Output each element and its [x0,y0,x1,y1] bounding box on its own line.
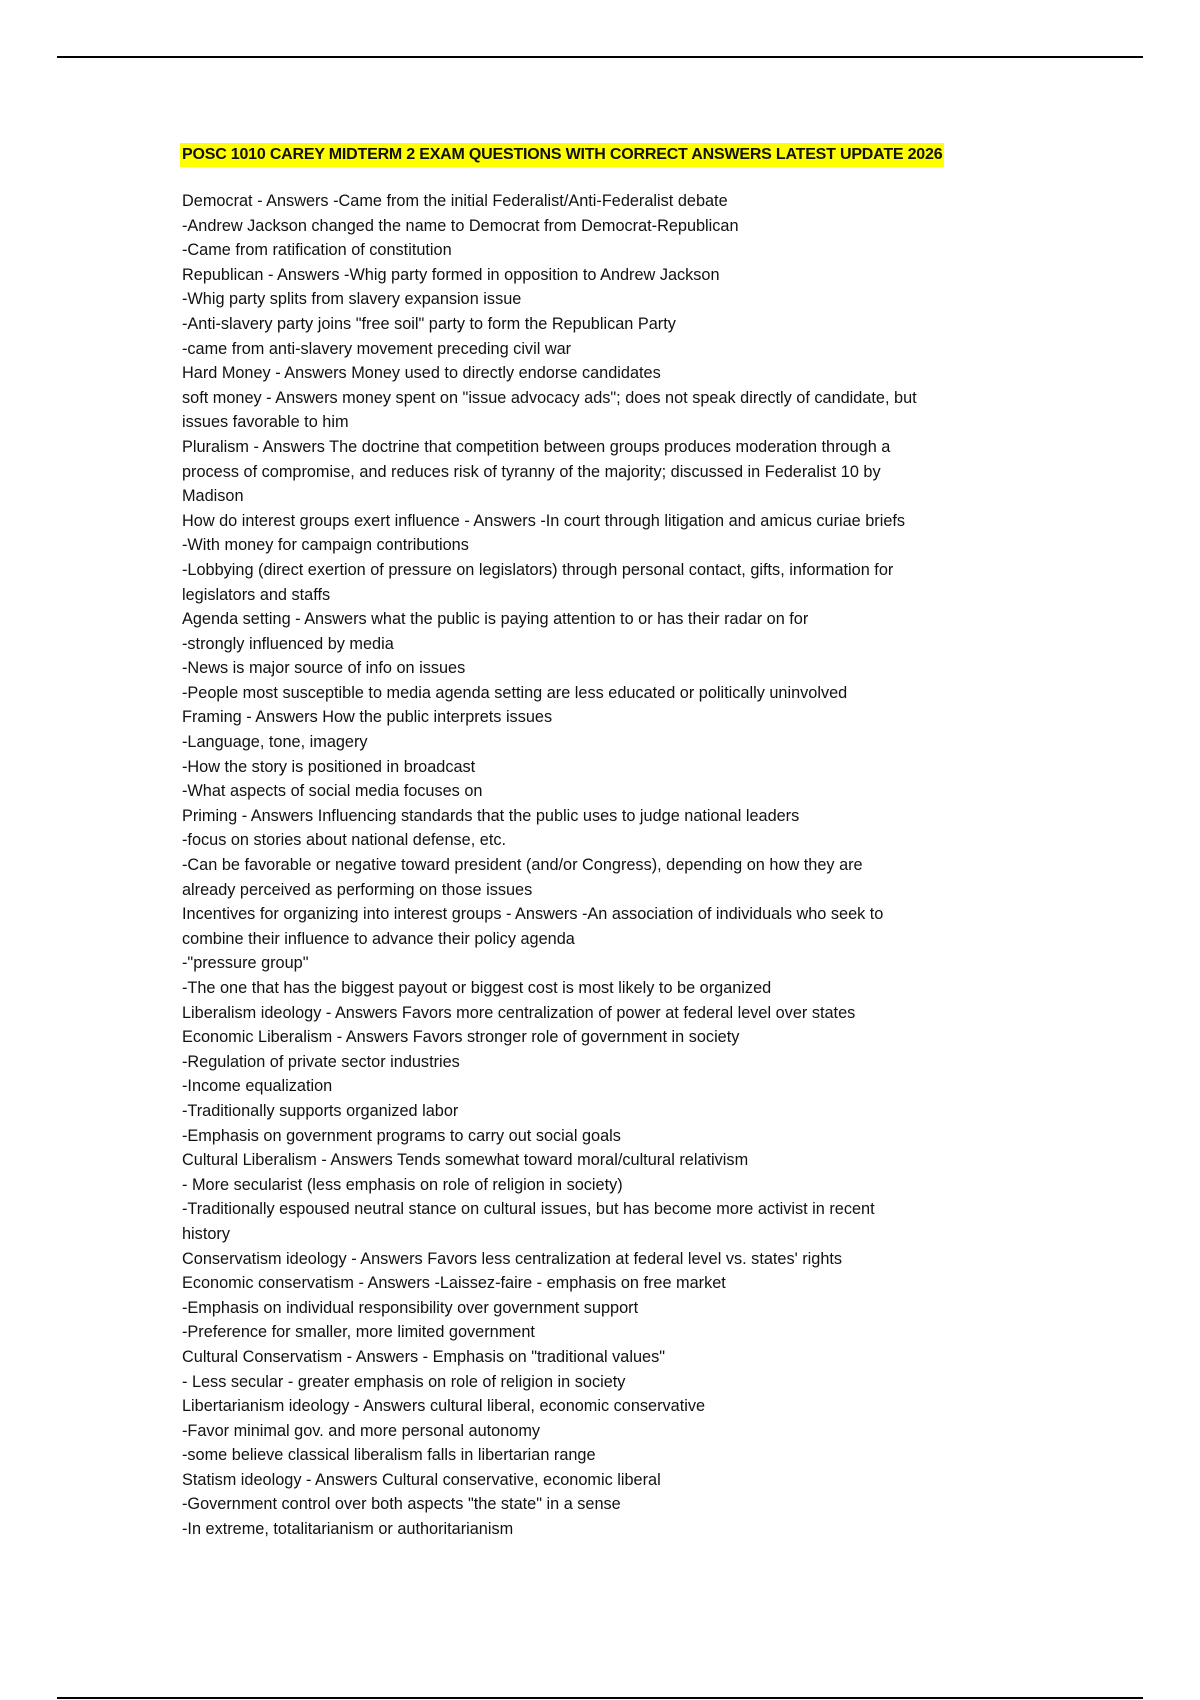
text-line: -What aspects of social media focuses on [182,782,483,801]
text-line: -some believe classical liberalism falls in libertarian range [182,1446,596,1465]
text-line: -Income equalization [182,1077,333,1096]
document-title: POSC 1010 CAREY MIDTERM 2 EXAM QUESTIONS WITH CORRECT ANSWERS LATEST UPDATE 2026 [180,143,944,167]
text-line: -Regulation of private sector industries [182,1052,460,1071]
text-line: already perceived as performing on those issues [182,880,533,899]
text-line: -strongly influenced by media [182,634,394,653]
text-line: Republican - Answers -Whig party formed in opposition to Andrew Jackson [182,265,720,284]
text-line: -Emphasis on individual responsibility over government support [182,1298,639,1317]
text-line: process of compromise, and reduces risk of tyranny of the majority; discussed in Federalist 10 by [182,462,881,481]
text-line: How do interest groups exert influence - Answers -In court through litigation and amicus curiae briefs [182,511,906,530]
text-line: -Traditionally espoused neutral stance on cultural issues, but has become more activist in recent [182,1200,875,1219]
text-line: Agenda setting - Answers what the public is paying attention to or has their radar on for [182,610,809,629]
text-line: - More secularist (less emphasis on role of religion in society) [182,1175,623,1194]
text-line: Madison [182,487,244,506]
text-line: -focus on stories about national defense, etc. [182,831,507,850]
text-line: Incentives for organizing into interest groups - Answers -An association of individuals who seek to [182,905,884,924]
text-line: Conservatism ideology - Answers Favors less centralization at federal level vs. states' rights [182,1249,843,1268]
text-line: Democrat - Answers -Came from the initial Federalist/Anti-Federalist debate [182,192,728,210]
text-line: -Government control over both aspects "the state" in a sense [182,1495,621,1514]
text-line: -"pressure group" [182,954,309,973]
text-line: -Preference for smaller, more limited government [182,1323,535,1342]
text-line: -News is major source of info on issues [182,659,466,678]
text-line: -In extreme, totalitarianism or authoritarianism [182,1520,514,1539]
text-line: Libertarianism ideology - Answers cultural liberal, economic conservative [182,1397,706,1416]
text-line: -Came from ratification of constitution [182,241,452,260]
text-line: soft money - Answers money spent on "issue advocacy ads"; does not speak directly of candidate, but [182,388,917,407]
text-line: Cultural Conservatism - Answers - Emphasis on "traditional values" [182,1347,665,1366]
text-line: -Traditionally supports organized labor [182,1101,459,1120]
text-line: Hard Money - Answers Money used to directly endorse candidates [182,364,661,383]
text-line: history [182,1224,230,1243]
text-line: -People most susceptible to media agenda setting are less educated or politically uninvolved [182,683,848,702]
text-line: Cultural Liberalism - Answers Tends somewhat toward moral/cultural relativism [182,1151,749,1170]
text-line: -came from anti-slavery movement preceding civil war [182,339,572,358]
document-body [182,143,1042,1542]
text-line: -The one that has the biggest payout or biggest cost is most likely to be organized [182,979,772,997]
text-line: Framing - Answers How the public interprets issues [182,708,553,727]
text-line: - Less secular - greater emphasis on role of religion in society [182,1372,626,1391]
text-line: -How the story is positioned in broadcast [182,757,476,776]
text-line: -Lobbying (direct exertion of pressure on legislators) through personal contact, gifts, information for [182,560,894,579]
qa-list [182,189,1042,1542]
text-line: -Anti-slavery party joins "free soil" party to form the Republican Party [182,314,676,333]
text-line: Pluralism - Answers The doctrine that competition between groups produces moderation through a [182,437,891,456]
text-line: -Emphasis on government programs to carry out social goals [182,1126,621,1145]
text-line: Liberalism ideology - Answers Favors more centralization of power at federal level over states [182,1003,856,1022]
text-line: -Andrew Jackson changed the name to Democrat from Democrat-Republican [182,216,739,235]
text-line: Economic conservatism - Answers -Laissez-faire - emphasis on free market [182,1274,726,1293]
text-line: legislators and staffs [182,585,331,604]
text-line: combine their influence to advance their policy agenda [182,929,575,948]
text-line: issues favorable to him [182,413,349,432]
text-line: -With money for campaign contributions [182,536,469,555]
text-line: -Can be favorable or negative toward president (and/or Congress), depending on how they are [182,856,863,875]
text-line: Economic Liberalism - Answers Favors stronger role of government in society [182,1028,740,1047]
header-rule [57,56,1143,58]
footer-rule [57,1697,1143,1699]
text-line: Priming - Answers Influencing standards that the public uses to judge national leaders [182,806,800,825]
text-line: -Language, tone, imagery [182,733,368,752]
text-line: -Whig party splits from slavery expansion issue [182,290,522,309]
text-line: -Favor minimal gov. and more personal autonomy [182,1421,541,1440]
text-line: Statism ideology - Answers Cultural conservative, economic liberal [182,1470,661,1489]
